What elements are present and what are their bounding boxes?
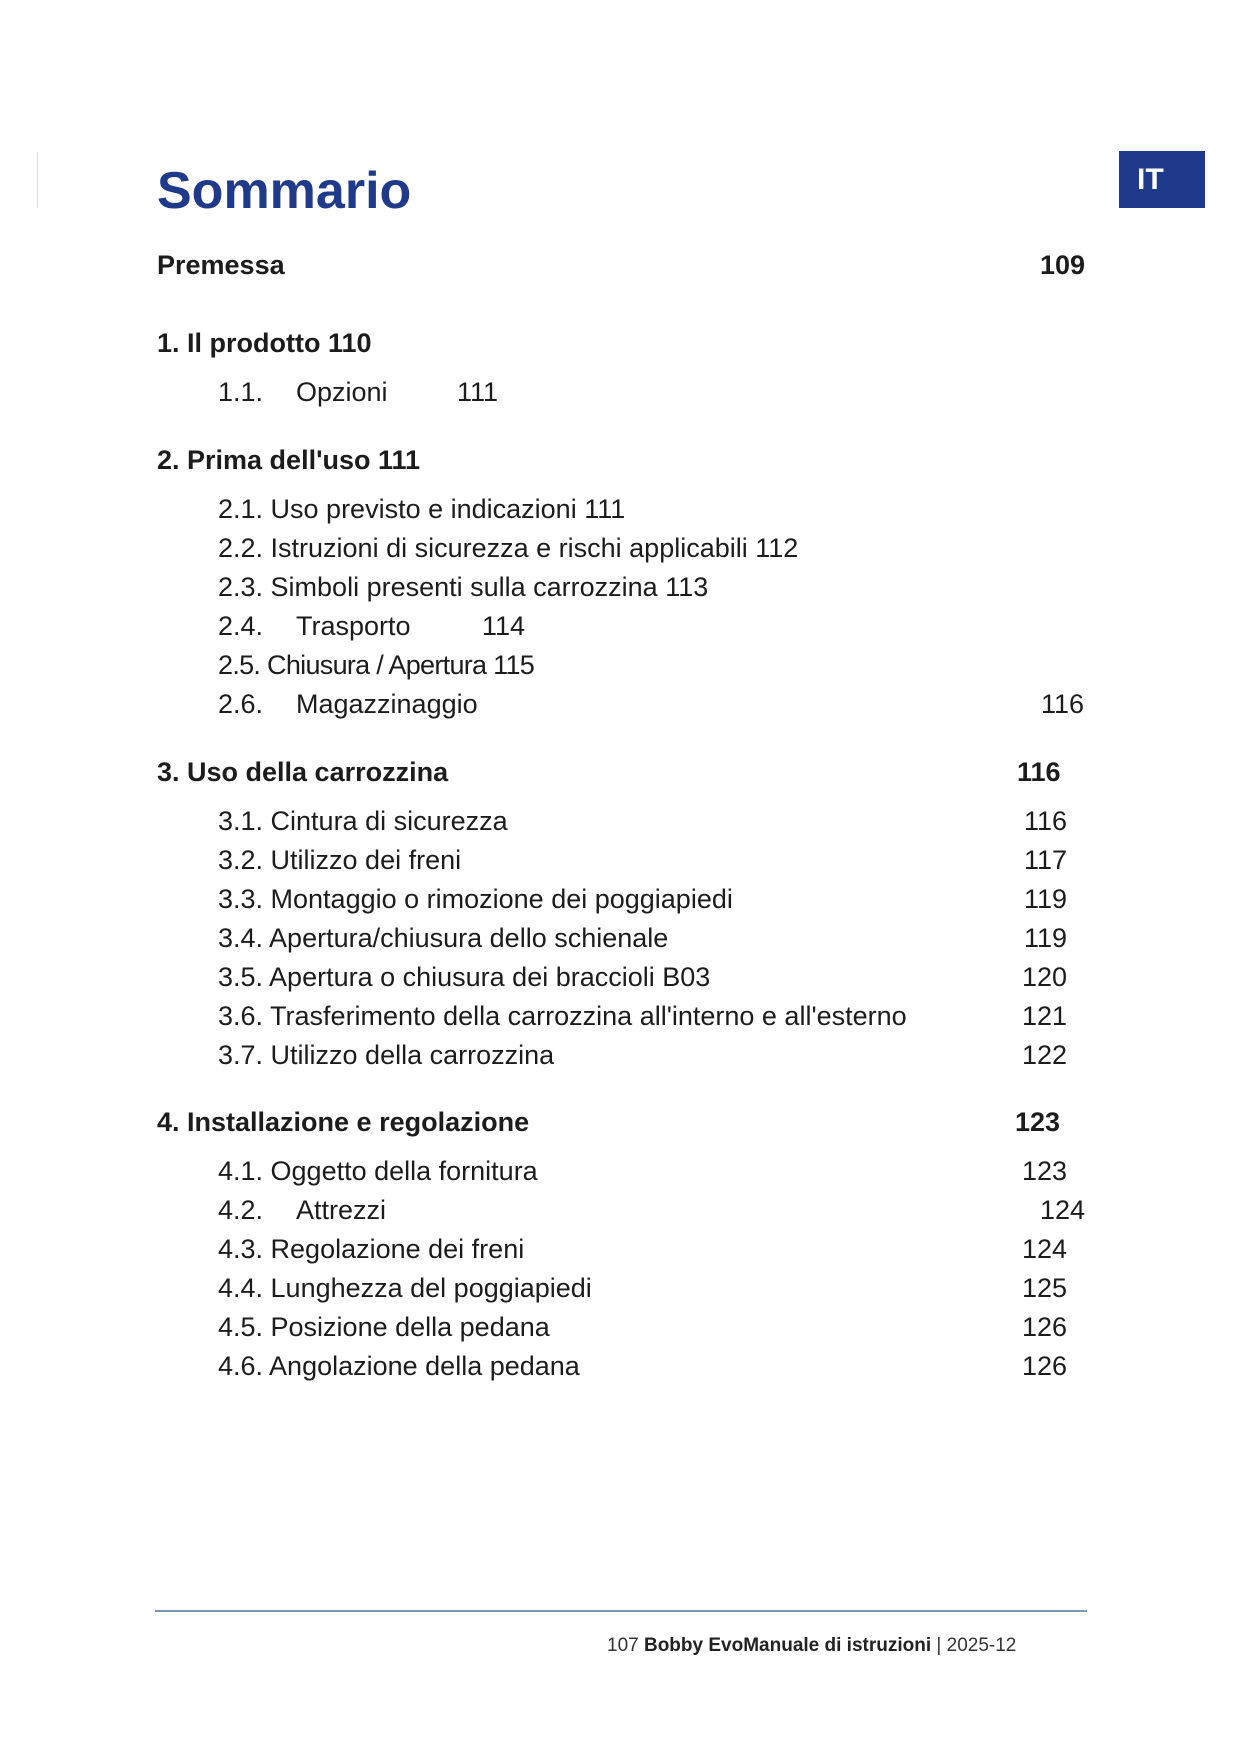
toc-item-3-6-page[interactable]: 121 [1022,1001,1068,1031]
toc-item-1-1-page[interactable]: 111 [457,377,499,407]
toc-item-2-6-label[interactable]: Magazzinaggio [296,689,478,719]
toc-item-4-2-page[interactable]: 124 [1040,1195,1086,1225]
toc-item-4-3-page[interactable]: 124 [1022,1234,1068,1264]
toc-item-1-1-label[interactable]: Opzioni [296,377,388,407]
toc-premessa-page[interactable]: 109 [1040,250,1086,280]
toc-item-3-5[interactable]: 3.5. Apertura o chiusura dei braccioli B03 [218,962,711,992]
toc-section-4[interactable]: 4. Installazione e regolazione [157,1107,530,1137]
toc-section-4-page[interactable]: 123 [1015,1107,1061,1137]
margin-rule [37,152,38,208]
toc-item-3-2-page[interactable]: 117 [1024,845,1068,875]
toc-item-3-7[interactable]: 3.7. Utilizzo della carrozzina [218,1040,555,1070]
footer-rule [155,1610,1087,1612]
toc-item-3-1-page[interactable]: 116 [1024,806,1068,836]
toc-item-4-5[interactable]: 4.5. Posizione della pedana [218,1312,550,1342]
toc-item-3-4-page[interactable]: 119 [1024,923,1068,953]
toc-item-2-6-num: 2.6. [218,689,264,719]
toc-item-2-6-page[interactable]: 116 [1041,689,1085,719]
toc-item-2-1[interactable]: 2.1. Uso previsto e indicazioni 111 [218,494,626,524]
footer-product-title: Bobby EvoManuale di istruzioni [643,1635,932,1656]
toc-item-4-4[interactable]: 4.4. Lunghezza del poggiapiedi [218,1273,592,1303]
toc-item-4-5-page[interactable]: 126 [1022,1312,1068,1342]
toc-item-4-6-page[interactable]: 126 [1022,1351,1068,1381]
toc-item-3-2[interactable]: 3.2. Utilizzo dei freni [218,845,462,875]
toc-item-4-3[interactable]: 4.3. Regolazione dei freni [218,1234,525,1264]
page-footer [607,1633,1016,1659]
toc-item-4-1-page[interactable]: 123 [1022,1156,1068,1186]
toc-item-2-3[interactable]: 2.3. Simboli presenti sulla carrozzina 113 [218,572,709,602]
toc-item-4-6[interactable]: 4.6. Angolazione della pedana [218,1351,580,1381]
toc-item-2-4-label[interactable]: Trasporto [296,611,411,641]
language-badge: IT [1119,151,1205,208]
toc-section-1[interactable]: 1. Il prodotto 110 [157,328,372,358]
toc-item-3-5-page[interactable]: 120 [1022,962,1068,992]
toc-section-3-page[interactable]: 116 [1017,757,1061,787]
toc-item-2-2[interactable]: 2.2. Istruzioni di sicurezza e rischi applicabili 112 [218,533,799,563]
footer-page-number: 107 [607,1635,639,1656]
toc-item-4-4-page[interactable]: 125 [1022,1273,1068,1303]
toc-section-3[interactable]: 3. Uso della carrozzina [157,757,449,787]
toc-item-3-4[interactable]: 3.4. Apertura/chiusura dello schienale [218,923,669,953]
toc-item-3-3[interactable]: 3.3. Montaggio o rimozione dei poggiapiedi [218,884,733,914]
toc-item-3-3-page[interactable]: 119 [1024,884,1068,914]
toc-section-2[interactable]: 2. Prima dell'uso 111 [157,445,421,475]
page-title: Sommario [157,162,412,220]
toc-item-2-5[interactable]: 2.5. Chiusura / Apertura 115 [218,650,535,680]
toc-item-1-1-num: 1.1. [218,377,264,407]
footer-separator: | [936,1635,942,1656]
toc-item-2-4-page[interactable]: 114 [482,611,526,641]
toc-item-3-6[interactable]: 3.6. Trasferimento della carrozzina all'interno e all'esterno [218,1001,907,1031]
toc-item-3-1[interactable]: 3.1. Cintura di sicurezza [218,806,508,836]
toc-item-4-2-num: 4.2. [218,1195,264,1225]
toc-item-4-1[interactable]: 4.1. Oggetto della fornitura [218,1156,538,1186]
toc-item-3-7-page[interactable]: 122 [1022,1040,1068,1070]
toc-item-4-2-label[interactable]: Attrezzi [296,1195,387,1225]
toc-item-2-4-num: 2.4. [218,611,264,641]
toc-premessa-label[interactable]: Premessa [157,250,285,280]
footer-date: 2025-12 [946,1635,1017,1656]
